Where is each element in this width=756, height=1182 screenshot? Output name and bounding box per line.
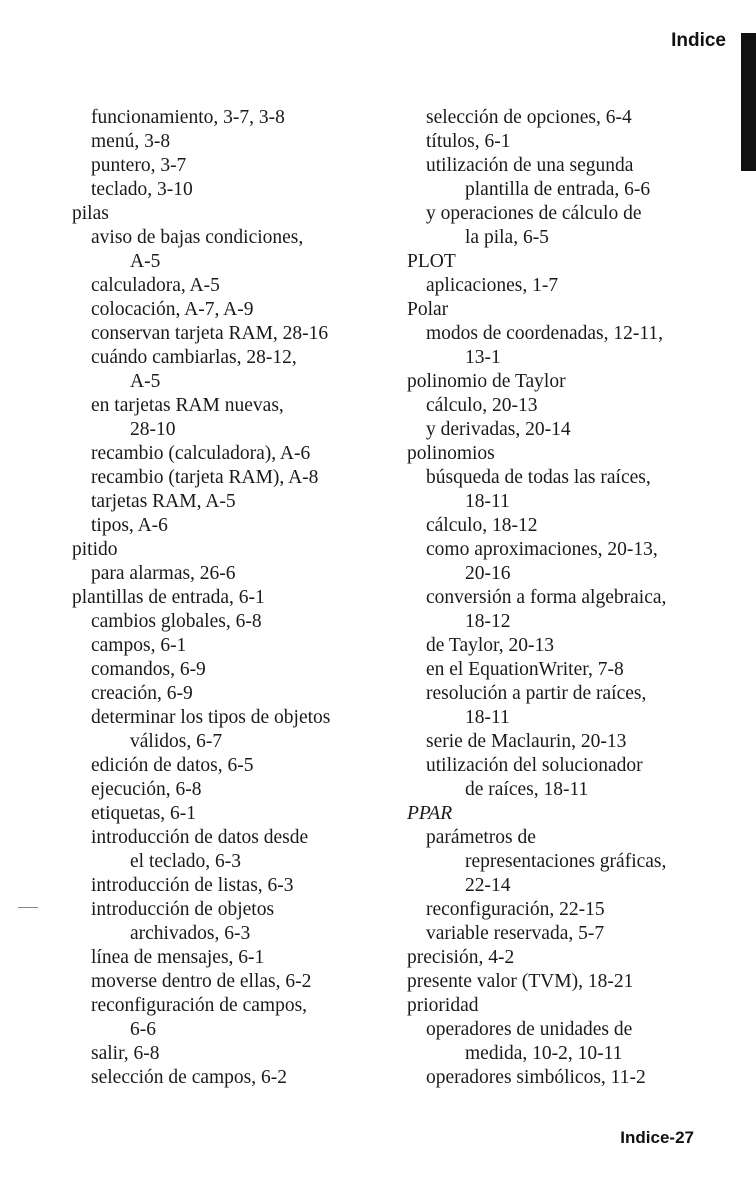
index-entry: 22-14 (465, 875, 511, 896)
index-entry: PPAR (407, 803, 453, 824)
index-entry: representaciones gráficas, (465, 851, 667, 872)
index-entry: utilización de una segunda (426, 155, 634, 176)
index-column-left (72, 106, 402, 1090)
index-entry: búsqueda de todas las raíces, (426, 467, 651, 488)
index-entry: modos de coordenadas, 12-11, (426, 323, 664, 344)
index-entry: moverse dentro de ellas, 6-2 (91, 971, 312, 992)
index-entry: prioridad (407, 995, 479, 1016)
index-entry: pilas (72, 203, 109, 224)
index-entry: 13-1 (465, 347, 501, 368)
index-entry: 18-11 (465, 491, 510, 512)
index-entry: determinar los tipos de objetos (91, 707, 331, 728)
page-number: Indice-27 (620, 1128, 694, 1147)
index-entry: colocación, A-7, A-9 (91, 299, 254, 320)
index-entry: conversión a forma algebraica, (426, 587, 667, 608)
index-entry: serie de Maclaurin, 20-13 (426, 731, 627, 752)
index-entry: resolución a partir de raíces, (426, 683, 647, 704)
index-entry: presente valor (TVM), 18-21 (407, 971, 634, 992)
page-header-title: Indice (671, 30, 726, 51)
index-entry: introducción de objetos (91, 899, 275, 920)
index-entry: selección de opciones, 6-4 (426, 107, 632, 128)
index-entry: y derivadas, 20-14 (426, 419, 571, 440)
index-entry: operadores de unidades de (426, 1019, 633, 1040)
index-entry: ejecución, 6-8 (91, 779, 202, 800)
index-entry: teclado, 3-10 (91, 179, 193, 200)
index-entry: cuándo cambiarlas, 28-12, (91, 347, 297, 368)
index-entry: variable reservada, 5-7 (426, 923, 605, 944)
index-entry: archivados, 6-3 (130, 923, 251, 944)
index-entry: recambio (tarjeta RAM), A-8 (91, 467, 319, 488)
index-entry: para alarmas, 26-6 (91, 563, 236, 584)
index-entry: selección de campos, 6-2 (91, 1067, 288, 1088)
index-entry: precisión, 4-2 (407, 947, 515, 968)
index-entry: tarjetas RAM, A-5 (91, 491, 236, 512)
index-entry: reconfiguración, 22-15 (426, 899, 605, 920)
index-entry: etiquetas, 6-1 (91, 803, 197, 824)
index-entry: de Taylor, 20-13 (426, 635, 555, 656)
index-entry: aviso de bajas condiciones, (91, 227, 304, 248)
index-entry: A-5 (130, 251, 161, 272)
index-entry: polinomio de Taylor (407, 371, 566, 392)
index-entry: la pila, 6-5 (465, 227, 549, 248)
index-entry: PLOT (407, 251, 456, 272)
index-entry: en tarjetas RAM nuevas, (91, 395, 284, 416)
section-thumb-tab (741, 33, 756, 171)
index-entry: y operaciones de cálculo de (426, 203, 642, 224)
index-entry: menú, 3-8 (91, 131, 171, 152)
index-entry: puntero, 3-7 (91, 155, 187, 176)
index-entry: reconfiguración de campos, (91, 995, 308, 1016)
index-column-right (407, 106, 737, 1090)
index-entry: medida, 10-2, 10-11 (465, 1043, 623, 1064)
index-entry: comandos, 6-9 (91, 659, 206, 680)
index-entry: edición de datos, 6-5 (91, 755, 254, 776)
index-entry: utilización del solucionador (426, 755, 643, 776)
index-entry: cálculo, 18-12 (426, 515, 538, 536)
margin-mark (18, 907, 38, 908)
index-entry: pitido (72, 539, 118, 560)
index-entry: introducción de listas, 6-3 (91, 875, 294, 896)
index-entry: cálculo, 20-13 (426, 395, 538, 416)
index-entry: válidos, 6-7 (130, 731, 223, 752)
index-entry: el teclado, 6-3 (130, 851, 241, 872)
index-entry: 28-10 (130, 419, 176, 440)
index-entry: funcionamiento, 3-7, 3-8 (91, 107, 285, 128)
index-entry: introducción de datos desde (91, 827, 309, 848)
index-entry: A-5 (130, 371, 161, 392)
index-entry: Polar (407, 299, 449, 320)
index-entry: plantilla de entrada, 6-6 (465, 179, 651, 200)
index-entry: de raíces, 18-11 (465, 779, 589, 800)
index-entry: conservan tarjeta RAM, 28-16 (91, 323, 329, 344)
index-entry: campos, 6-1 (91, 635, 187, 656)
index-entry: como aproximaciones, 20-13, (426, 539, 658, 560)
index-entry: plantillas de entrada, 6-1 (72, 587, 265, 608)
index-entry: tipos, A-6 (91, 515, 168, 536)
index-entry: títulos, 6-1 (426, 131, 511, 152)
index-entry: en el EquationWriter, 7-8 (426, 659, 624, 680)
index-entry: operadores simbólicos, 11-2 (426, 1067, 646, 1088)
index-entry: aplicaciones, 1-7 (426, 275, 559, 296)
index-entry: cambios globales, 6-8 (91, 611, 262, 632)
index-entry: 18-12 (465, 611, 511, 632)
index-entry: 6-6 (130, 1019, 156, 1040)
index-entry: parámetros de (426, 827, 536, 848)
index-entry: creación, 6-9 (91, 683, 193, 704)
index-entry: calculadora, A-5 (91, 275, 220, 296)
index-entry: polinomios (407, 443, 495, 464)
index-entry: salir, 6-8 (91, 1043, 160, 1064)
index-entry: línea de mensajes, 6-1 (91, 947, 265, 968)
index-entry: 18-11 (465, 707, 510, 728)
index-entry: recambio (calculadora), A-6 (91, 443, 311, 464)
index-entry: 20-16 (465, 563, 511, 584)
